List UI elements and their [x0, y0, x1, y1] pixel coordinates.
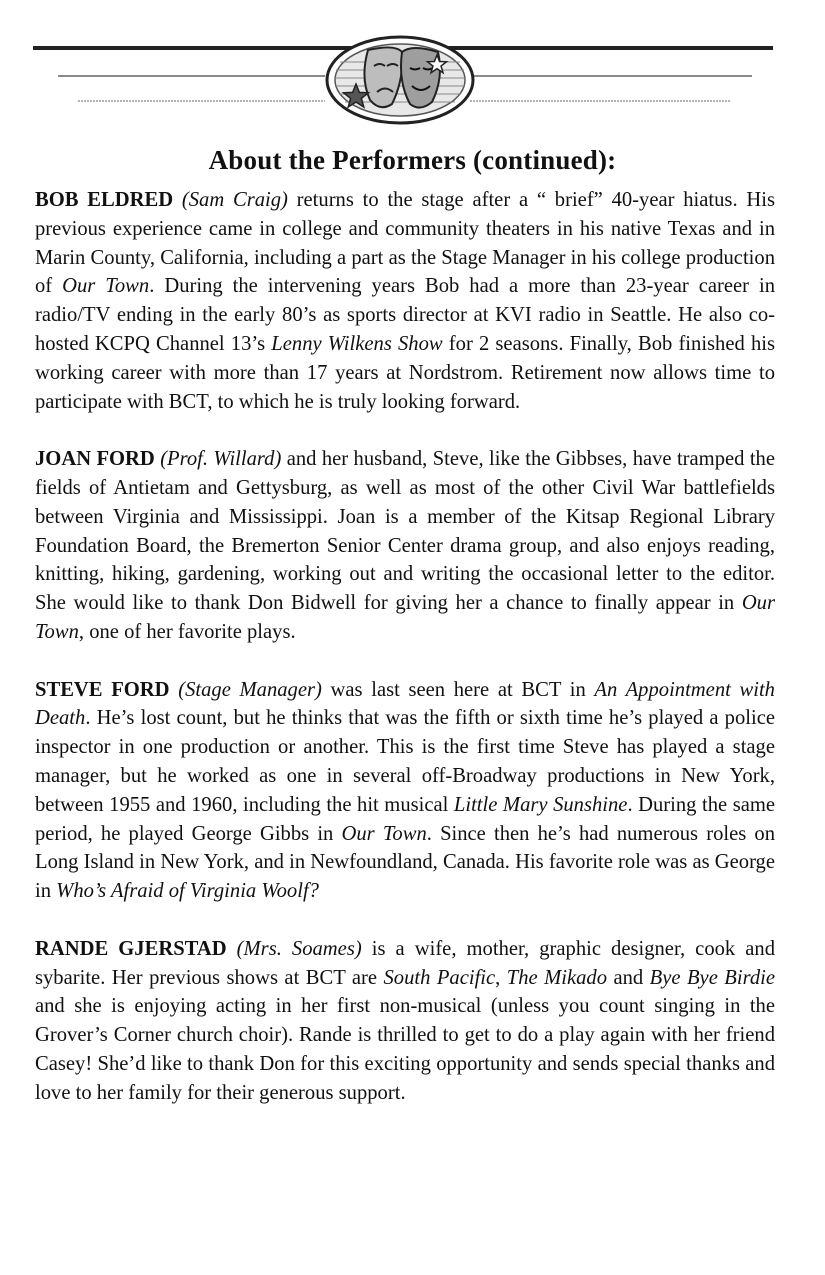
- italic-title-text: Lenny Wilkens Show: [271, 332, 443, 355]
- bio-text: and she is enjoying acting in her first non-musical (unless you count singing in the Grover’s Corner church choir). Rande is thrilled to get to do a play again with her friend Casey! She’d like to thank Don for this exciting opportunity and sends special thanks and love to her family for their generous support.: [35, 995, 775, 1104]
- italic-title-text: South Pacific: [383, 966, 496, 989]
- italic-title-text: Little Mary Sunshine: [453, 793, 628, 816]
- performer-role: (Prof. Willard): [160, 448, 282, 471]
- performer-name: RANDE GJERSTAD: [35, 937, 227, 960]
- performer-name: BOB ELDRED: [35, 189, 174, 211]
- bio-text: . During the intervening years Bob had a more than 23-year career in radio/TV ending in the early 80’s as sports director at KVI radio in Seattle. He also co-hosted KCPQ Channel 13’s: [35, 275, 775, 355]
- bio-text: . Since then he’s had numerous roles on Long Island in New York, and in Newfoundland, Canada. His favorite role was as George in: [35, 822, 775, 903]
- italic-title-text: Who’s Afraid of Virginia Woolf?: [56, 880, 319, 903]
- italic-title-text: An Appointment with Death: [35, 678, 775, 730]
- bio-text: was last seen here at BCT in: [321, 678, 595, 701]
- performer-name: JOAN FORD: [35, 448, 155, 471]
- italic-title-text: Our Town: [35, 592, 775, 643]
- bio-text: . He’s lost count, but he thinks that was the fifth or sixth time he’s played a police inspector in one production or another. This is the first time Steve has played a stage manager, but he worked as one in several off-Broadway productions in New York, between 1955 and 1960, including the hit musical: [35, 707, 775, 816]
- performer-bio: [35, 935, 775, 1108]
- bio-text: is a wife, mother, graphic designer, cook and sybarite. Her previous shows at BCT are: [35, 937, 775, 989]
- performer-bio: [35, 676, 775, 906]
- bio-text: , one of her favorite plays.: [78, 620, 296, 643]
- page-title: About the Performers (continued):: [208, 145, 617, 175]
- performer-role: (Stage Manager): [178, 678, 322, 701]
- italic-title-text: The Mikado: [506, 966, 608, 989]
- performer-role: (Sam Craig): [181, 189, 288, 211]
- performer-role: (Mrs. Soames): [236, 937, 362, 960]
- italic-title-text: Our Town: [62, 275, 150, 298]
- performer-bio: [35, 445, 775, 647]
- bio-text: . During the same period, he played George Gibbs in: [35, 793, 776, 845]
- bio-text: ,: [495, 966, 507, 989]
- theater-masks-icon: [327, 37, 473, 123]
- performer-name: STEVE FORD: [35, 678, 170, 701]
- bio-text: returns to the stage after a “ brief” 40-year hiatus. His previous experience came in college and community theaters in his native Texas and in Marin County, California, including a part as the Stage Manager in his college production of: [35, 189, 775, 298]
- bio-text: and: [607, 966, 650, 989]
- performer-bios: [35, 186, 775, 1136]
- italic-title-text: Bye Bye Birdie: [649, 966, 775, 989]
- bio-text: for 2 seasons. Finally, Bob finished his working career with more than 17 years at Nordstrom. Retirement now allows time to participate with BCT, to which he is truly looking forward.: [35, 332, 775, 413]
- header-ornament: [0, 0, 825, 150]
- performer-bio: [35, 186, 775, 416]
- bio-text: and her husband, Steve, like the Gibbses, have tramped the fields of Antietam and Gettysburg, as well as most of the other Civil War battlefields between Virginia and Mississippi. Joan is a member of the Kitsap Regional Library Foundation Board, the Bremerton Senior Center drama group, and also enjoys reading, knitting, hiking, gardening, working out and writing the occasional letter to the editor. She would like to thank Don Bidwell for giving her a chance to finally appear in: [35, 448, 775, 615]
- italic-title-text: Our Town: [341, 822, 427, 845]
